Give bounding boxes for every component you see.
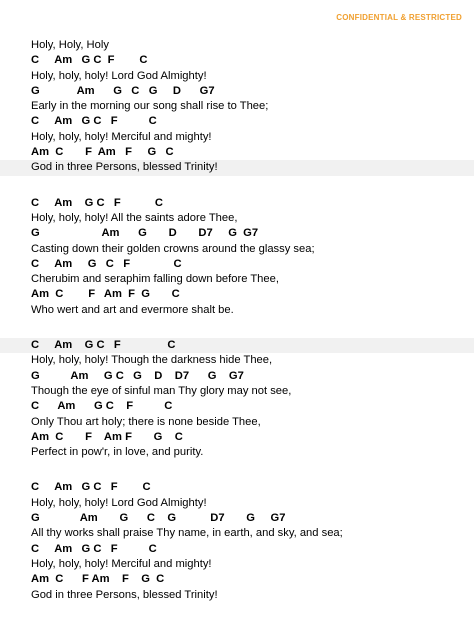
lyric-line: Though the eye of sinful man Thy glory may not see, bbox=[31, 384, 292, 397]
lyric-line: Early in the morning our song shall rise to Thee; bbox=[31, 100, 269, 113]
lyric-line: Holy, holy, holy! Merciful and mighty! bbox=[31, 130, 212, 143]
stanza-4 bbox=[31, 480, 474, 602]
lyric-line: Who wert and art and evermore shalt be. bbox=[31, 303, 234, 316]
chord-line: G Am G C G D7 G G7 bbox=[31, 512, 286, 525]
chord-line: Am C F Am F G C bbox=[31, 430, 183, 443]
lyric-line: Only Thou art holy; there is none beside Thee, bbox=[31, 415, 261, 428]
stanza-1 bbox=[31, 38, 474, 176]
lyric-line: God in three Persons, blessed Trinity! bbox=[31, 588, 218, 601]
classification-label: CONFIDENTIAL & RESTRICTED bbox=[336, 13, 462, 22]
lyric-line: All thy works shall praise Thy name, in earth, and sky, and sea; bbox=[31, 527, 343, 540]
chord-line: C Am G C F C bbox=[31, 115, 157, 128]
lyric-line: Perfect in pow'r, in love, and purity. bbox=[31, 446, 204, 459]
chord-line: C Am G C F C bbox=[31, 542, 157, 555]
stanza-2 bbox=[31, 196, 474, 318]
chord-line: C Am G C F C bbox=[31, 481, 151, 494]
chord-line: Am C F Am F G C bbox=[31, 573, 165, 586]
chord-line: C Am G C F C bbox=[31, 196, 163, 209]
lyric-line: God in three Persons, blessed Trinity! bbox=[0, 160, 474, 175]
chord-line: C Am G C F C bbox=[31, 400, 173, 413]
chord-line: C Am G C F C bbox=[0, 338, 474, 353]
lyric-line: Holy, holy, holy! Merciful and mighty! bbox=[31, 557, 212, 570]
lyric-line: Holy, holy, holy! Though the darkness hide Thee, bbox=[31, 354, 273, 367]
lyric-line: Holy, Holy, Holy bbox=[31, 39, 109, 51]
chord-line: Am C F Am F G C bbox=[31, 146, 174, 159]
chord-line: G Am G D D7 G G7 bbox=[31, 227, 259, 240]
chord-line: C Am G C F C bbox=[31, 54, 148, 67]
chord-line: C Am G C F C bbox=[31, 257, 182, 270]
chord-line: Am C F Am F G C bbox=[31, 288, 180, 301]
lyric-line: Holy, holy, holy! Lord God Almighty! bbox=[31, 496, 207, 509]
stanza-3 bbox=[31, 338, 474, 460]
chord-line: G Am G C G D G7 bbox=[31, 84, 215, 97]
lyric-line: Holy, holy, holy! Lord God Almighty! bbox=[31, 69, 207, 82]
lyric-line: Cherubim and seraphim falling down before Thee, bbox=[31, 273, 279, 286]
chord-sheet bbox=[31, 38, 474, 623]
chord-line: G Am G C G D D7 G G7 bbox=[31, 369, 244, 382]
lyric-line: Casting down their golden crowns around the glassy sea; bbox=[31, 242, 315, 255]
lyric-line: Holy, holy, holy! All the saints adore Thee, bbox=[31, 211, 238, 224]
